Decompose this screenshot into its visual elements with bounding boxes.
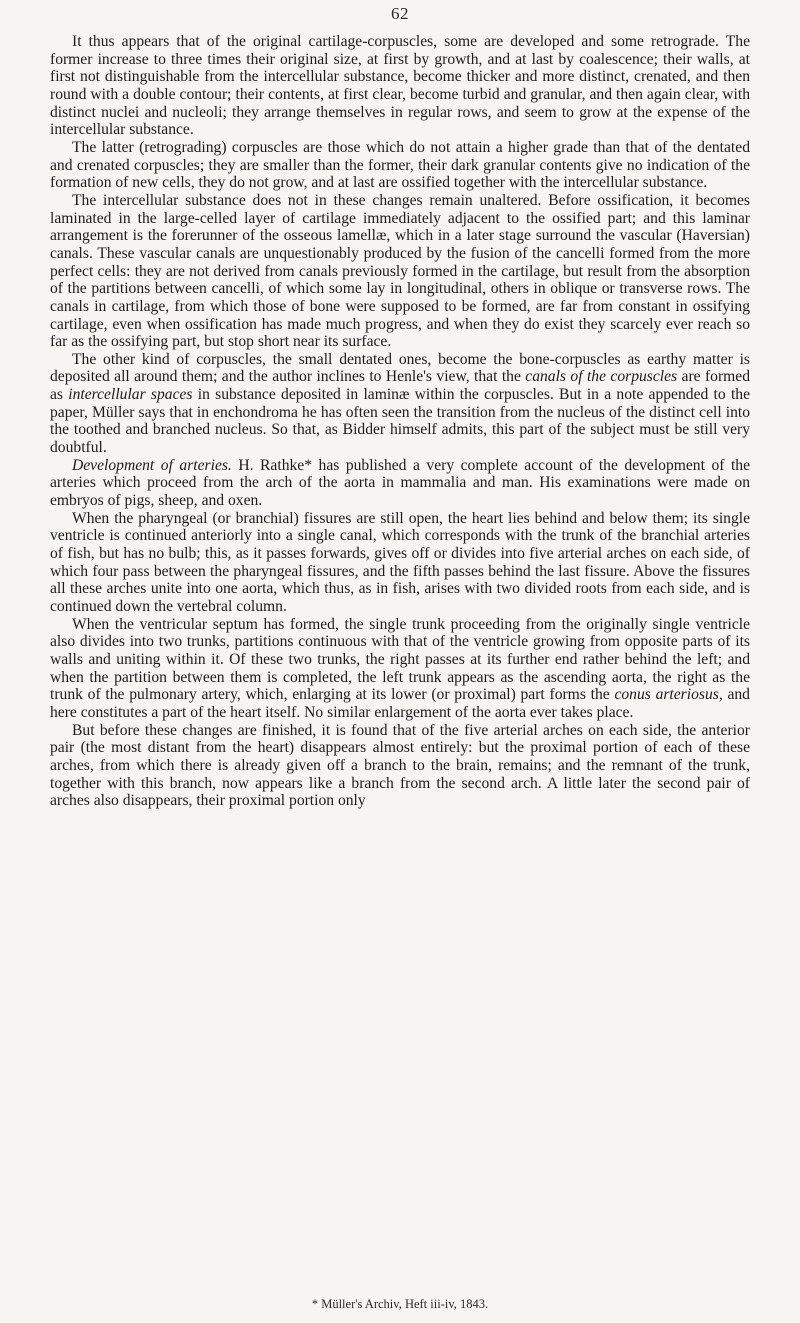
paragraph xyxy=(50,510,750,616)
paragraph-text: When the ventricular septum has formed, the single trunk proceeding from the originally single ventricle also divides into two trunks, partitions continuous with that of the ventricle growing from opposite parts of its walls and uniting within it. Of these two trunks, the right passes at its further end rather behind the left; and when the partition between them is completed, the left trunk appears as the ascending aorta, the right as the trunk of the pulmonary artery, which, enlarging at its lower (or proximal) part forms the xyxy=(50,615,750,704)
paragraph-text: The latter (retrograding) corpuscles are those which do not attain a higher grade than that of the dentated and crenated corpuscles; they are smaller than the former, their dark granular contents give no indication of the formation of new cells, they do not grow, and at last are ossified together with the intercellular substance. xyxy=(50,138,750,192)
italic-text: Development of arteries. xyxy=(72,456,232,474)
paragraph xyxy=(50,33,750,139)
body-text xyxy=(50,33,750,810)
paragraph xyxy=(50,616,750,722)
paragraph-text: H. Rathke* has published a very complete account of the development of the arteries which proceed from the arch of the aorta in mammalia and man. His examinations were made on embryos of pigs, sheep, and oxen. xyxy=(50,456,750,510)
italic-text: conus arteriosus, xyxy=(614,686,723,704)
paragraph xyxy=(50,351,750,457)
paragraph-text: are formed as xyxy=(50,368,750,404)
paragraph xyxy=(50,457,750,510)
paragraph-text: in substance deposited in laminæ within the corpuscles. But in a note appended to the paper, Müller says that in enchondroma he has often seen the transition from the nucleus of the distinct cell into the toothed and branched nucleus. So that, as Bidder himself admits, this part of the subject must be still very doubtful. xyxy=(50,386,750,457)
paragraph xyxy=(50,192,750,351)
paragraph-text: and here constitutes a part of the heart itself. No similar enlargement of the aorta ever takes place. xyxy=(50,686,750,721)
footnote: * Müller's Archiv, Heft iii-iv, 1843. xyxy=(311,1297,489,1311)
paragraph xyxy=(50,722,750,810)
italic-text: canals of the corpuscles xyxy=(525,368,678,386)
italic-text: intercellular spaces xyxy=(68,386,193,404)
paragraph xyxy=(50,139,750,192)
paragraph-text: But before these changes are finished, it is found that of the five arterial arches on each side, the anterior pair (the most distant from the heart) disappears almost entirely: but the proximal portion of each of these arches, from which there is already given off a branch to the brain, remains; and the remnant of the trunk, together with this branch, now appears like a branch from the second arch. A little later the second pair of arches also disappears, their proximal portion only xyxy=(50,721,750,810)
paragraph-text: The intercellular substance does not in these changes remain unaltered. Before ossification, it becomes laminated in the large-celled layer of cartilage immediately adjacent to the ossified part; and this laminar arrangement is the forerunner of the osseous lamellæ, which in a later stage surround the vascular (Haversian) canals. These vascular canals are unquestionably produced by the fusion of the cancelli formed from the more perfect cells: they are not derived from canals previously formed in the cartilage, but result from the absorption of the partitions between cancelli, of which some lay in longitudinal, others in oblique or transverse rows. The canals in cartilage, from which those of bone were supposed to be formed, are far from constant in ossifying cartilage, even when ossification has made much progress, and when they do exist they scarcely ever reach so far as the ossifying part, but stop short near its surface. xyxy=(50,191,750,351)
page-number: 62 xyxy=(391,4,409,23)
paragraph-text: When the pharyngeal (or branchial) fissures are still open, the heart lies behind and below them; its single ventricle is continued anteriorly into a single canal, which corresponds with the trunk of the branchial arteries of fish, but has no bulb; this, as it passes forwards, gives off or divides into five arterial arches on each side, of which four pass between the pharyngeal fissures, and the fifth passes behind the last fissure. Above the fissures all these arches unite into one aorta, which thus, as in fish, arises with two divided roots from each side, and is continued down the vertebral column. xyxy=(50,509,750,615)
paragraph-text: The other kind of corpuscles, the small dentated ones, become the bone-corpuscles as earthy matter is deposited all around them; and the author inclines to Henle's view, that the xyxy=(50,350,750,386)
paragraph-text: It thus appears that of the original cartilage-corpuscles, some are developed and some retrograde. The former increase to three times their original size, at first by growth, and at last by coalescence; their walls, at first not distinguishable from the intercellular substance, become thicker and more distinct, crenated, and then round with a double contour; their contents, at first clear, become turbid and granular, and then again clear, with distinct nuclei and nucleoli; they arrange themselves in regular rows, and seem to grow at the expense of the intercellular substance. xyxy=(50,33,750,139)
